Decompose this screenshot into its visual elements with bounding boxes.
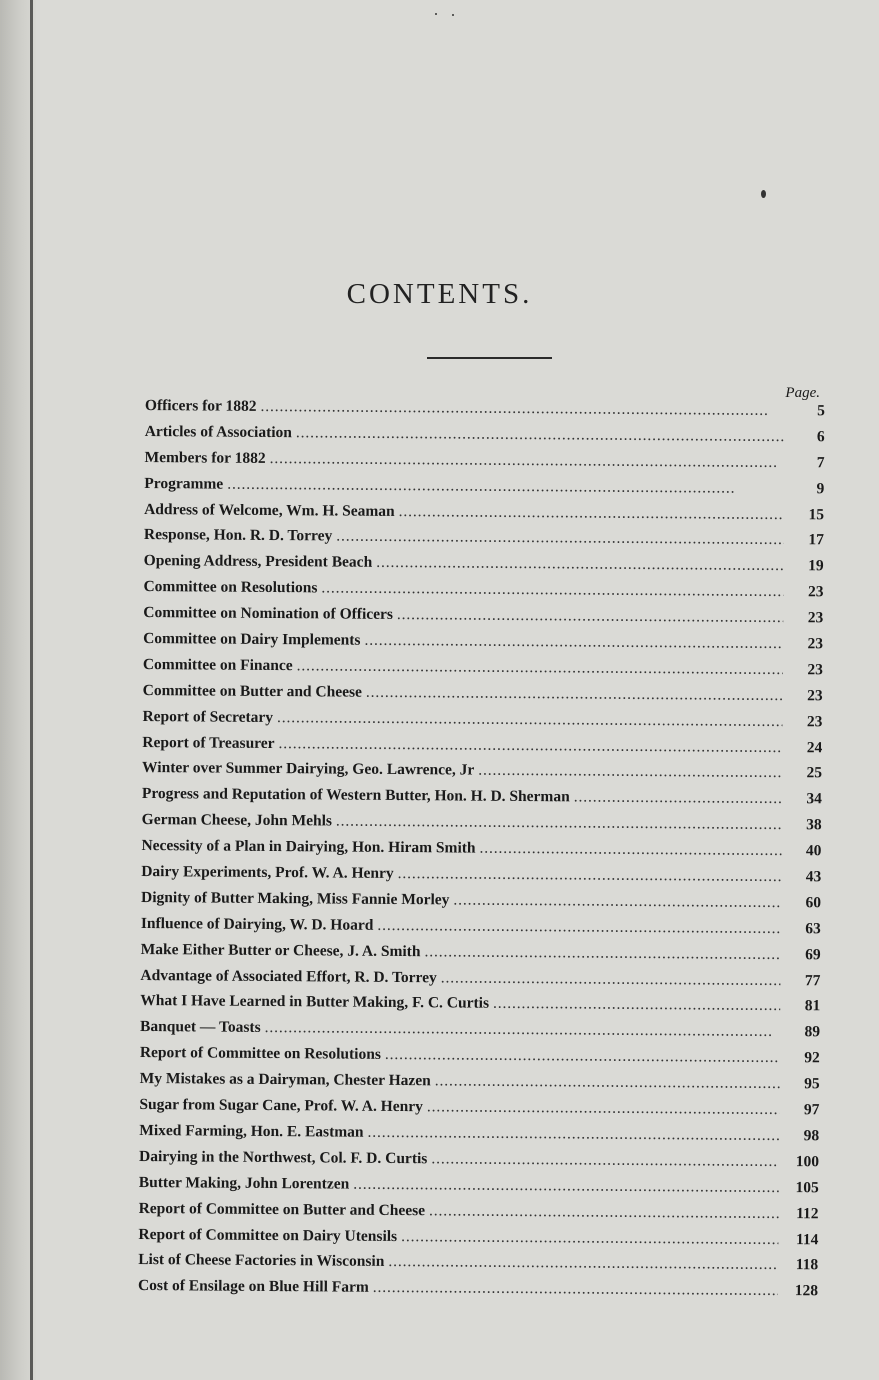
toc-entry-page: 23 — [806, 712, 823, 731]
dot-leader — [478, 762, 782, 782]
toc-entry-title: Necessity of a Plan in Dairying, Hon. Hiram Smith — [141, 837, 476, 857]
toc-entry-title: Cost of Ensilage on Blue Hill Farm — [137, 1277, 369, 1297]
toc-entry-title: Dairy Experiments, Prof. W. A. Henry — [141, 863, 394, 882]
dot-leader — [336, 813, 782, 835]
toc-entry-title: Report of Secretary — [142, 707, 274, 726]
dot-leader — [574, 789, 782, 809]
dot-leader — [373, 1279, 778, 1300]
ink-speck — [761, 190, 766, 198]
dot-leader — [431, 1150, 779, 1171]
dot-leader — [260, 398, 785, 420]
toc-entry-title: Mixed Farming, Hon. E. Eastman — [139, 1121, 364, 1141]
toc-entry-page: 112 — [796, 1204, 819, 1222]
toc-entry — [138, 1277, 818, 1308]
toc-entry-title: Officers for 1882 — [144, 397, 257, 415]
dot-leader — [353, 1175, 779, 1196]
toc-entry-title: Report of Committee on Butter and Cheese — [138, 1199, 426, 1219]
title-rule — [427, 357, 552, 359]
toc-entry-title: German Cheese, John Mehls — [141, 811, 333, 830]
toc-entry-page: 63 — [805, 920, 821, 938]
dot-leader — [336, 528, 784, 550]
toc-entry-title: Address of Welcome, Wm. H. Seaman — [144, 500, 395, 520]
page-title: CONTENTS. — [346, 278, 533, 310]
toc-entry-title: Committee on Butter and Cheese — [142, 681, 363, 701]
dot-leader — [480, 840, 782, 860]
toc-entry-title: Progress and Reputation of Western Butter, Hon. H. D. Sherman — [141, 785, 570, 806]
dot-leader — [385, 1046, 780, 1067]
toc-entry-title: Committee on Resolutions — [143, 578, 318, 597]
toc-entry-title: Butter Making, John Lorentzen — [138, 1173, 350, 1193]
toc-entry-title: List of Cheese Factories in Wisconsin — [138, 1251, 385, 1271]
toc-entry-title: Winter over Summer Dairying, Geo. Lawrence, Jr — [142, 759, 475, 780]
toc-entry-page: 23 — [807, 583, 824, 601]
toc-entry-title: Make Either Butter or Cheese, J. A. Smith — [140, 940, 421, 960]
dot-leader — [397, 606, 783, 627]
toc-entry-title: Sugar from Sugar Cane, Prof. W. A. Henry — [139, 1096, 423, 1116]
toc-entry-title: Programme — [144, 474, 224, 493]
toc-entry-title: Committee on Finance — [142, 655, 293, 675]
toc-entry-title: What I Have Learned in Butter Making, F. C. Curtis — [140, 992, 490, 1013]
toc-entry-page: 60 — [805, 894, 822, 912]
dot-leader — [270, 450, 785, 472]
toc-entry-title: Influence of Dairying, W. D. Hoard — [140, 914, 374, 934]
toc-entry-page: 105 — [795, 1178, 819, 1197]
dot-leader — [441, 969, 781, 990]
toc-entry-page: 100 — [795, 1152, 820, 1171]
dot-leader — [279, 735, 783, 757]
dot-leader — [435, 1072, 780, 1093]
dot-leader — [427, 1098, 780, 1119]
toc-entry-title: Report of Committee on Dairy Utensils — [138, 1225, 398, 1245]
toc-entry-title: Advantage of Associated Effort, R. D. Torrey — [140, 966, 437, 986]
dot-leader — [398, 865, 782, 886]
dot-leader — [321, 580, 783, 602]
page-column-heading: Page. — [785, 385, 820, 401]
toc-entry-page: 5 — [817, 402, 825, 420]
toc-entry-page: 38 — [806, 816, 822, 834]
toc-entry-title: Report of Treasurer — [142, 733, 275, 752]
toc-entry-page: 40 — [805, 842, 822, 860]
toc-entry-page: 7 — [816, 454, 825, 472]
toc-entry-page: 118 — [795, 1256, 819, 1274]
toc-entry-title: Committee on Dairy Implements — [143, 630, 361, 649]
dot-leader — [424, 943, 780, 964]
toc-entry-page: 23 — [807, 635, 824, 653]
toc-entry-page: 69 — [805, 945, 821, 964]
dot-leader — [401, 1228, 778, 1249]
toc-entry-page: 77 — [804, 971, 821, 989]
dot-leader — [364, 632, 783, 653]
toc-entry-title: Articles of Association — [144, 422, 293, 442]
dot-leader — [388, 1253, 778, 1274]
dot-leader — [399, 503, 785, 524]
toc-entry-title: Committee on Nomination of Officers — [143, 604, 394, 624]
toc-entry-title: Response, Hon. R. D. Torrey — [143, 526, 333, 545]
toc-entry-page: 6 — [816, 428, 825, 446]
toc-entry-page: 98 — [803, 1127, 820, 1145]
toc-entry-title: Opening Address, President Beach — [143, 552, 373, 572]
toc-entry-title: Banquet — Toasts — [139, 1018, 261, 1037]
toc-entry-page: 89 — [804, 1023, 821, 1041]
toc-entry-page: 114 — [795, 1230, 819, 1248]
toc-entry-title: My Mistakes as a Dairyman, Chester Hazen — [139, 1070, 431, 1090]
dot-leader — [227, 475, 784, 497]
dot-leader — [376, 554, 784, 575]
dot-leader — [297, 657, 783, 679]
toc-entry-page: 95 — [804, 1075, 820, 1093]
toc-entry-page: 92 — [804, 1049, 820, 1067]
toc-entry-page: 24 — [806, 738, 823, 756]
toc-entry-page: 17 — [808, 531, 824, 549]
toc-entry-title: Dignity of Butter Making, Miss Fannie Morley — [141, 888, 450, 909]
dot-leader — [277, 709, 783, 731]
toc-entry-title: Members for 1882 — [144, 448, 266, 467]
toc-entry-page: 19 — [808, 557, 824, 575]
toc-entry-page: 34 — [806, 790, 822, 808]
toc-entry-page: 23 — [807, 609, 824, 627]
toc-entry-page: 15 — [808, 505, 825, 523]
dot-leader — [265, 1019, 781, 1041]
toc-entry-title: Report of Committee on Resolutions — [139, 1044, 381, 1064]
table-of-contents — [138, 397, 825, 1308]
ink-speck — [435, 13, 437, 15]
toc-entry-page: 81 — [804, 997, 821, 1015]
dot-leader — [367, 1124, 779, 1145]
toc-entry-page: 128 — [794, 1282, 819, 1300]
dot-leader — [377, 917, 781, 938]
toc-entry-page: 43 — [805, 868, 822, 886]
ink-speck — [452, 14, 454, 16]
toc-entry-page: 23 — [807, 687, 823, 705]
binding-line — [30, 0, 33, 1380]
dot-leader — [453, 891, 781, 912]
toc-entry-page: 9 — [816, 479, 825, 498]
toc-entry-page: 25 — [806, 764, 823, 782]
dot-leader — [366, 684, 783, 705]
dot-leader — [296, 424, 785, 446]
toc-entry-title: Dairying in the Northwest, Col. F. D. Curtis — [138, 1147, 428, 1168]
toc-entry-page: 23 — [807, 661, 823, 679]
toc-entry-page: 97 — [803, 1101, 820, 1119]
dot-leader — [429, 1202, 779, 1223]
dot-leader — [493, 995, 780, 1015]
